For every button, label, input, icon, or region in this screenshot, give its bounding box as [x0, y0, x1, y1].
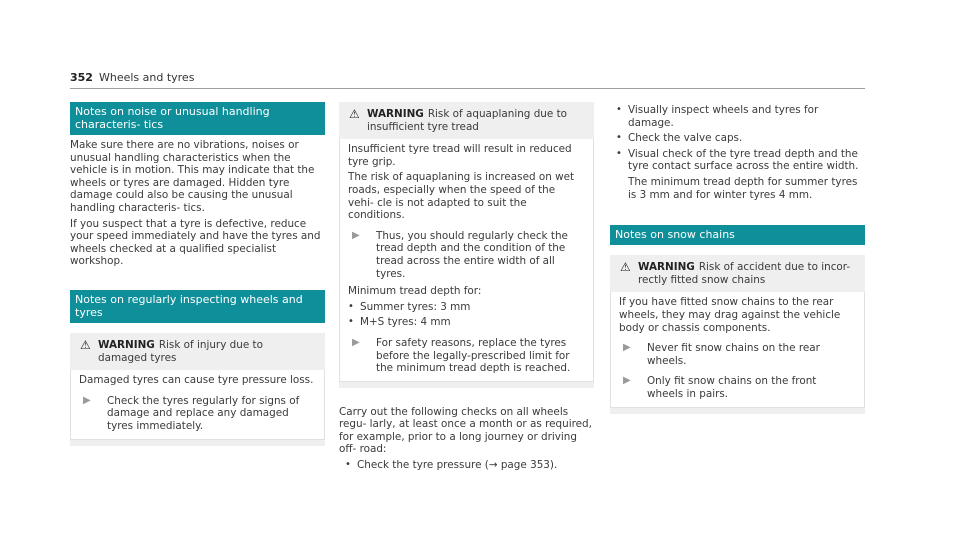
- warning-label: WARNING: [367, 108, 424, 120]
- column-2: [339, 102, 594, 472]
- warning-label: WARNING: [638, 261, 695, 274]
- warning-box-snow-chains: [610, 255, 865, 413]
- instruction-step: [79, 395, 314, 433]
- instruction-text: Thus, you should regularly check the tread depth and the condition of the tread across the entire width of all tyres.: [376, 229, 568, 280]
- list-item: • Check the valve caps.: [616, 132, 743, 145]
- instruction-text: Check the tyres regularly for signs of damage and replace any damaged tyres immediately.: [107, 394, 300, 432]
- play-arrow-icon: ▶: [623, 342, 631, 354]
- noise-heading: Notes on noise or unusual handling characteris- tics: [70, 102, 325, 135]
- warning-triangle-icon: ⚠: [620, 260, 631, 275]
- tyre-pressure-link[interactable]: Check the tyre pressure (→ page 353).: [357, 459, 558, 472]
- noise-paragraph-1: Make sure there are no vibrations, noises or unusual handling characteristics when the vehicle is in motion. This may indicate that the wheels or tyres are damaged. Hidden tyre damage could also be causing the unusual handling characteris- tics.: [70, 139, 315, 214]
- warning-title: [70, 334, 325, 364]
- bullet-icon: •: [616, 132, 622, 144]
- instruction-step-1: [348, 230, 583, 280]
- warning-text: Risk of accident due to incor- rectly fitted snow chains: [638, 261, 851, 286]
- bullet-icon: •: [348, 316, 354, 328]
- instruction-step-2: [619, 375, 854, 400]
- header-divider: [70, 88, 865, 89]
- page-header: [70, 71, 194, 84]
- column-3: [610, 102, 865, 414]
- list-item: • Summer tyres: 3 mm: [348, 300, 471, 313]
- warning-triangle-icon: ⚠: [80, 337, 91, 352]
- tread-depth-note: The minimum tread depth for summer tyres is 3 mm and for winter tyres 4 mm.: [628, 175, 858, 201]
- list-item: • Visual check of the tyre tread depth and the tyre contact surface across the entire width. The minimum tread depth for summer tyres is 3 mm and for winter tyres 4 mm.: [610, 148, 865, 201]
- snow-chains-heading: Notes on snow chains: [610, 225, 865, 245]
- instruction-text: Only fit snow chains on the front wheels in pairs.: [647, 375, 817, 400]
- minimum-depth-label: Minimum tread depth for:: [348, 285, 482, 298]
- instruction-step-1: [619, 342, 854, 367]
- regular-inspection-heading: Notes on regularly inspecting wheels and tyres: [70, 290, 325, 323]
- play-arrow-icon: ▶: [352, 336, 360, 348]
- play-arrow-icon: ▶: [352, 229, 360, 241]
- warning-body: Damaged tyres can cause tyre pressure loss.: [79, 374, 314, 387]
- play-arrow-icon: ▶: [623, 375, 631, 387]
- warning-text: Risk of injury due to damaged tyres: [98, 338, 263, 364]
- list-item: [339, 459, 594, 472]
- warning-content: [70, 370, 325, 439]
- bullet-icon: •: [348, 300, 354, 312]
- section-title: Wheels and tyres: [98, 71, 195, 84]
- warning-box-aquaplaning: [339, 102, 594, 388]
- noise-paragraph-2: If you suspect that a tyre is defective, reduce your speed immediately and have the tyres and wheels checked at a qualified specialist workshop.: [70, 217, 321, 268]
- warning-text: Risk of aquaplaning due to insufficient tyre tread: [367, 108, 568, 133]
- checks-paragraph: Carry out the following checks on all wheels regu- larly, at least once a month or as required, for example, prior to a long journey or driving off- road:: [339, 405, 592, 456]
- instruction-text: For safety reasons, replace the tyres before the legally-prescribed limit for the minimum tread depth is reached.: [376, 336, 571, 375]
- warning-content: [610, 292, 865, 407]
- instruction-text: Never fit snow chains on the rear wheels.: [647, 342, 820, 367]
- bullet-icon: •: [616, 104, 622, 115]
- warning-content: [339, 139, 594, 382]
- play-arrow-icon: ▶: [83, 394, 91, 406]
- list-item: • Visually inspect wheels and tyres for damage.: [616, 104, 819, 129]
- list-item: • M+S tyres: 4 mm: [348, 316, 451, 329]
- instruction-step-2: [348, 337, 583, 375]
- bullet-icon: •: [616, 147, 622, 159]
- warning-box-damaged-tyres: [70, 333, 325, 446]
- page-number: 352: [70, 71, 93, 84]
- warning-title: [610, 256, 865, 286]
- bullet-icon: •: [345, 459, 351, 471]
- warning-body: If you have fitted snow chains to the rear wheels, they may drag against the vehicle body or chassis components.: [619, 296, 841, 334]
- aquaplaning-paragraph-2: The risk of aquaplaning is increased on wet roads, especially when the speed of the vehi- cle is not adapted to suit the conditions.: [348, 171, 575, 222]
- column-1: [70, 102, 325, 446]
- aquaplaning-paragraph-1: Insufficient tyre tread will result in reduced tyre grip.: [348, 143, 572, 168]
- warning-label: WARNING: [98, 338, 155, 351]
- warning-title: [339, 103, 594, 133]
- warning-triangle-icon: ⚠: [349, 107, 360, 121]
